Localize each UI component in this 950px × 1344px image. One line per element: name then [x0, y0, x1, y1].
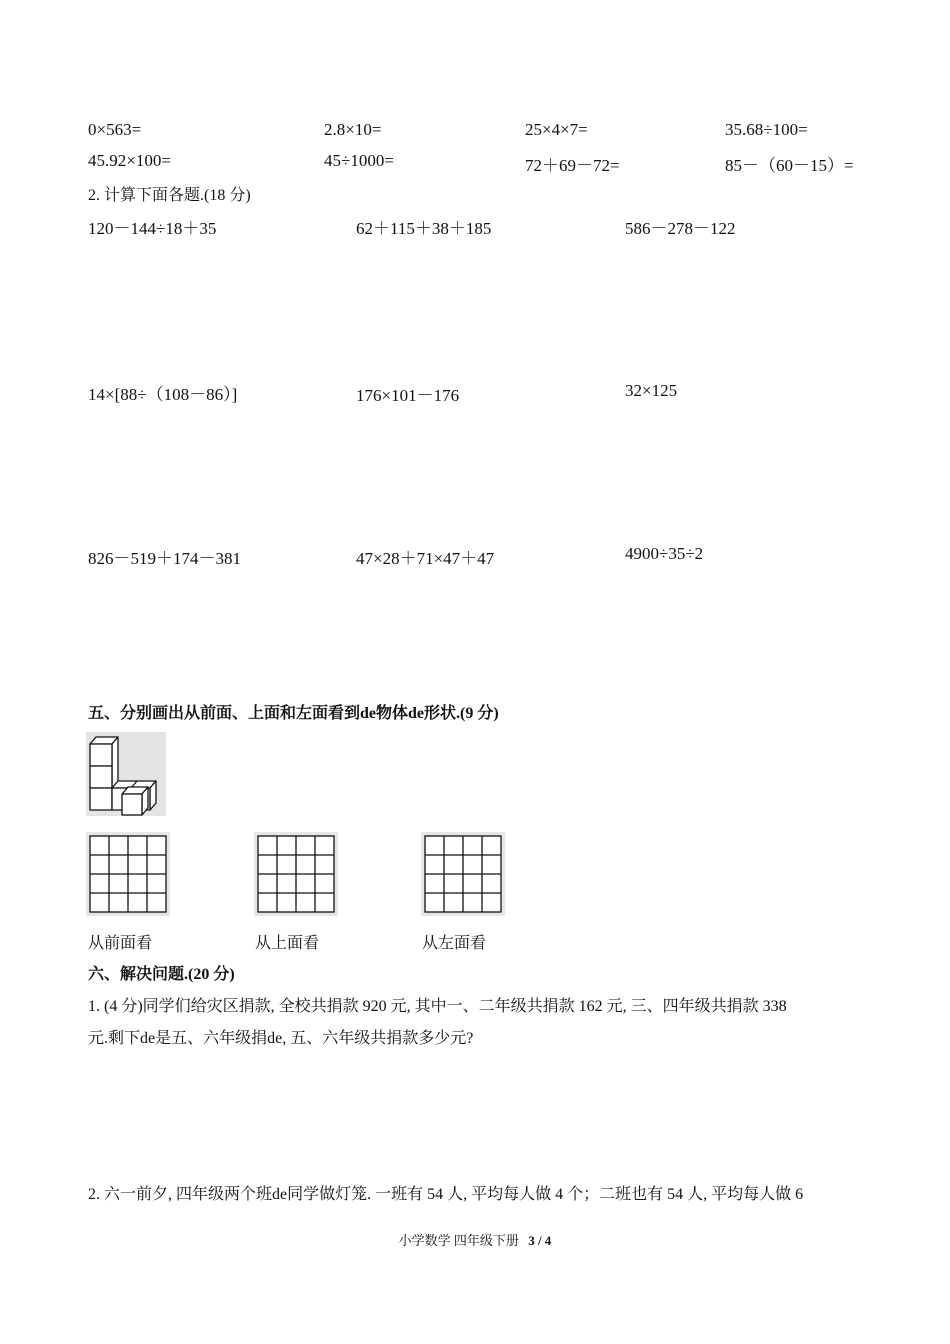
cube-stack-icon — [86, 732, 166, 816]
calc-problem-9: 4900÷35÷2 — [625, 544, 704, 563]
oral-calc-1-3: 25×4×7= — [525, 120, 588, 139]
grid-label-front: 从前面看 — [88, 935, 153, 952]
oral-calc-1-2: 2.8×10= — [324, 120, 382, 139]
grid-icon — [89, 835, 167, 913]
calc-problem-5: 176×101－176 — [356, 386, 460, 405]
calc-problem-8: 47×28＋71×47＋47 — [356, 549, 495, 568]
question-1-line-1: 1. (4 分)同学们给灾区捐款, 全校共捐款 920 元, 其中一、二年级共捐款 162 元, 三、四年级共捐款 338 — [88, 998, 787, 1015]
section-6-heading: 六、解决问题.(20 分) — [88, 966, 235, 983]
grid-label-left: 从左面看 — [422, 935, 487, 952]
calc-problem-7: 826－519＋174－381 — [88, 549, 241, 568]
calc-problem-4: 14×[88÷（108－86）] — [88, 385, 238, 404]
cube-figure — [86, 732, 166, 816]
grid-icon — [424, 835, 502, 913]
section-2-heading: 2. 计算下面各题.(18 分) — [88, 187, 251, 204]
footer-subject: 小学数学 四年级下册 — [398, 1233, 519, 1248]
oral-calc-1-1: 0×563= — [88, 120, 142, 139]
calc-problem-3: 586－278－122 — [625, 219, 736, 238]
section-5-heading: 五、分别画出从前面、上面和左面看到de物体de形状.(9 分) — [88, 705, 499, 722]
oral-calc-2-2: 45÷1000= — [324, 151, 394, 170]
calc-problem-6: 32×125 — [625, 381, 678, 400]
grid-top-view[interactable] — [254, 832, 338, 916]
oral-calc-1-4: 35.68÷100= — [725, 120, 808, 139]
grid-label-top: 从上面看 — [255, 935, 320, 952]
grid-left-view[interactable] — [421, 832, 505, 916]
question-1-line-2: 元.剩下de是五、六年级捐de, 五、六年级共捐款多少元? — [88, 1030, 474, 1047]
question-2-line-1: 2. 六一前夕, 四年级两个班de同学做灯笼. 一班有 54 人, 平均每人做 4 个；二班也有 54 人, 平均每人做 6 — [88, 1186, 804, 1203]
oral-calc-2-3: 72＋69－72= — [525, 156, 620, 175]
grid-front-view[interactable] — [86, 832, 170, 916]
calc-problem-1: 120－144÷18＋35 — [88, 219, 217, 238]
oral-calc-2-4: 85－（60－15）= — [725, 156, 854, 175]
footer-page-number: 3 / 4 — [528, 1233, 552, 1248]
oral-calc-2-1: 45.92×100= — [88, 151, 171, 170]
grid-icon — [257, 835, 335, 913]
calc-problem-2: 62＋115＋38＋185 — [356, 219, 492, 238]
page-footer — [0, 1230, 950, 1249]
